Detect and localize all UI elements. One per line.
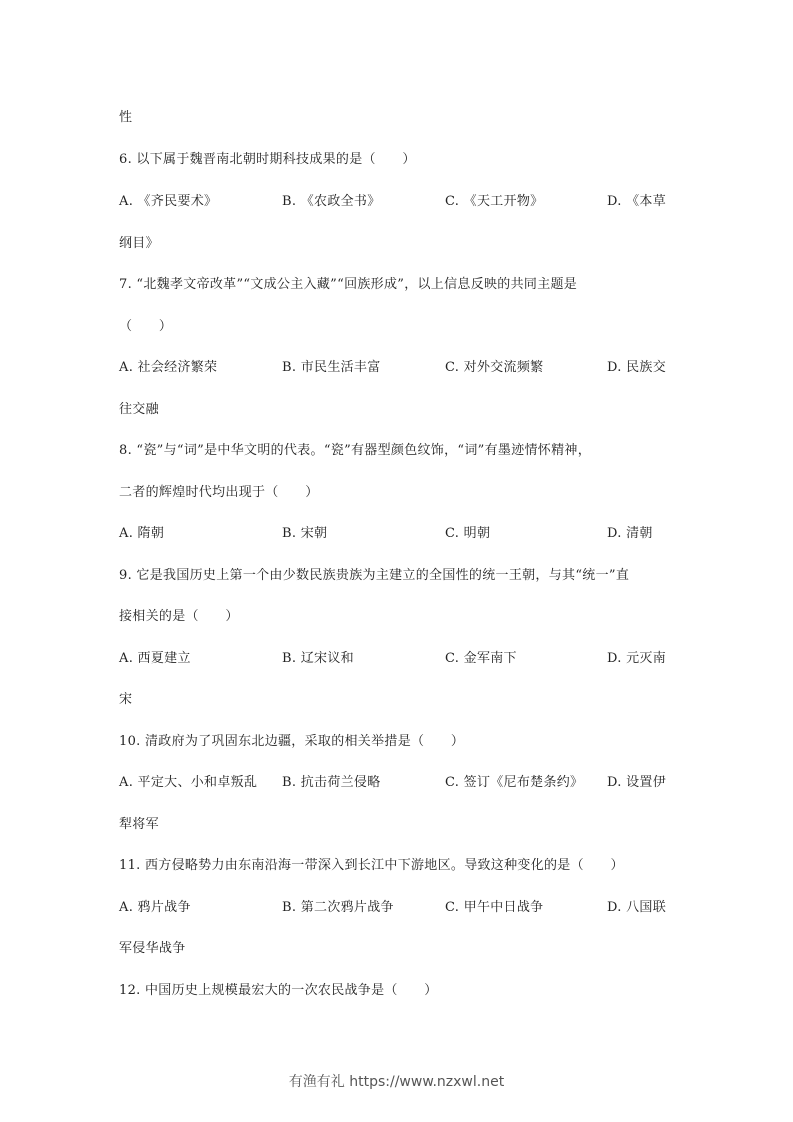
question-stem: 12. 中国历史上规模最宏大的一次农民战争是（ ） — [119, 983, 438, 998]
text-fragment: 性 — [119, 110, 133, 125]
option-d: D. 清朝 — [607, 526, 653, 541]
option-c: C. 明朝 — [445, 526, 491, 541]
option-a: A. 隋朝 — [119, 526, 165, 541]
question-stem: 10. 清政府为了巩固东北边疆，采取的相关举措是（ ） — [119, 734, 465, 749]
option-c: C. 甲午中日战争 — [445, 900, 544, 915]
option-d: D. 八国联 — [607, 900, 667, 915]
option-a: A. 社会经济繁荣 — [119, 360, 218, 375]
option-d: D. 元灭南 — [607, 651, 667, 666]
option-b: B. 《农政全书》 — [282, 194, 381, 209]
question-stem: 7. “北魏孝文帝改革”“文成公主入藏”“回族形成”，以上信息反映的共同主题是 — [119, 277, 578, 292]
option-a: A. 《齐民要术》 — [119, 194, 218, 209]
option-b: B. 第二次鸦片战争 — [282, 900, 394, 915]
option-wrap: 宋 — [119, 692, 133, 707]
option-b: B. 抗击荷兰侵略 — [282, 775, 381, 790]
option-c: C. 金军南下 — [445, 651, 517, 666]
question-stem: 8. “瓷”与“词”是中华文明的代表。“瓷”有器型颜色纹饰，“词”有墨迹情怀精神， — [119, 443, 592, 458]
option-a: A. 西夏建立 — [119, 651, 191, 666]
option-c: C. 签订《尼布楚条约》 — [445, 775, 584, 790]
option-b: B. 辽宋议和 — [282, 651, 354, 666]
question-stem: 9. 它是我国历史上第一个由少数民族贵族为主建立的全国性的统一王朝，与其“统一”直 — [119, 568, 630, 583]
option-wrap: 纲目》 — [119, 236, 159, 251]
option-b: B. 宋朝 — [282, 526, 328, 541]
option-c: C. 《天工开物》 — [445, 194, 544, 209]
question-stem-cont: 接相关的是（ ） — [119, 609, 239, 624]
question-stem: 6. 以下属于魏晋南北朝时期科技成果的是（ ） — [119, 152, 416, 167]
question-stem: 11. 西方侵略势力由东南沿海一带深入到长江中下游地区。导致这种变化的是（ ） — [119, 858, 624, 873]
option-a: A. 平定大、小和卓叛乱 — [119, 775, 258, 790]
option-d: D. 民族交 — [607, 360, 667, 375]
option-a: A. 鸦片战争 — [119, 900, 191, 915]
option-d: D. 《本草 — [607, 194, 667, 209]
option-b: B. 市民生活丰富 — [282, 360, 381, 375]
option-d: D. 设置伊 — [607, 775, 667, 790]
watermark-footer: 有渔有礼 https://www.nzxwl.net — [288, 1074, 505, 1090]
question-stem-cont: （ ） — [119, 319, 173, 334]
option-c: C. 对外交流频繁 — [445, 360, 544, 375]
question-stem-cont: 二者的辉煌时代均出现于（ ） — [119, 485, 319, 500]
option-wrap: 军侵华战争 — [119, 941, 186, 956]
option-wrap: 犁将军 — [119, 817, 159, 832]
option-wrap: 往交融 — [119, 402, 159, 417]
